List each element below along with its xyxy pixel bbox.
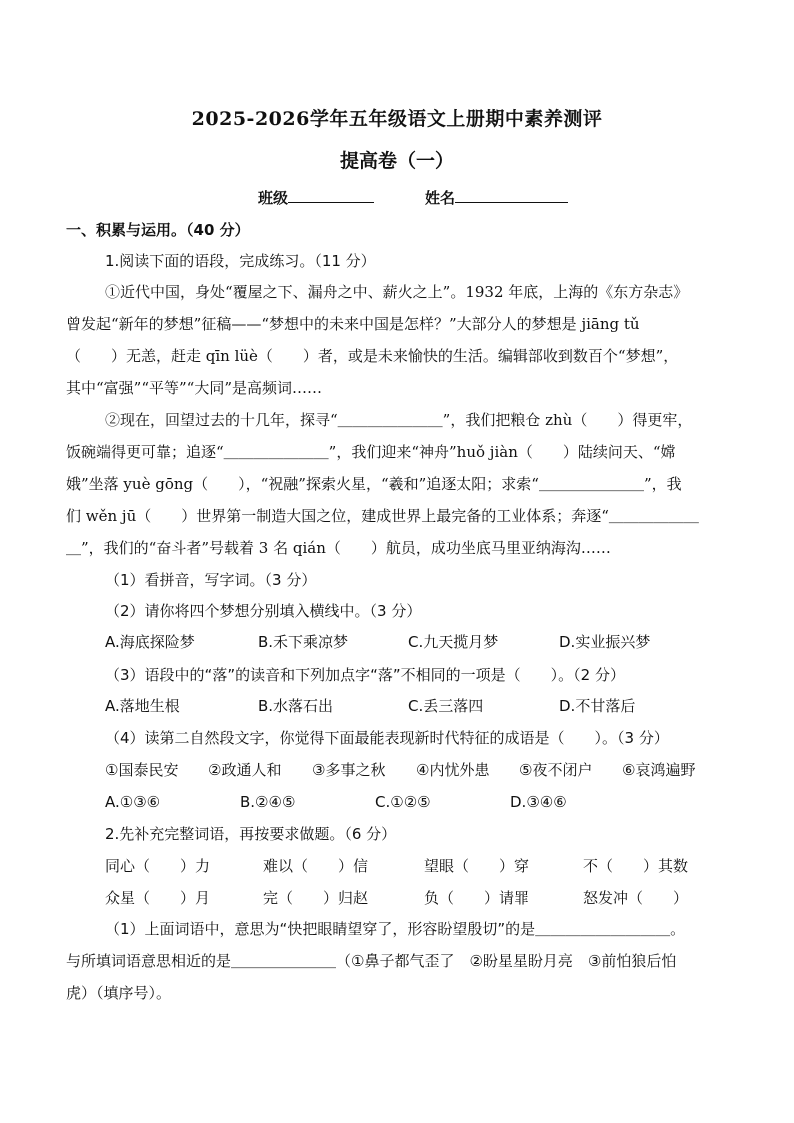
- q1-sub4-idiom-1: ①国泰民安: [105, 761, 179, 779]
- q2-word-6: 完（ ）归赵: [263, 889, 369, 907]
- class-label: 班级: [258, 189, 289, 207]
- q1-sub4-option-a[interactable]: A.①③⑥: [105, 793, 161, 811]
- q1-sub2-option-a[interactable]: A.海底探险梦: [105, 633, 195, 651]
- q1-sub4-idiom-2: ②政通人和: [208, 761, 282, 779]
- q1-sub2-option-b[interactable]: B.禾下乘凉梦: [258, 633, 349, 651]
- q1-sub3-option-b[interactable]: B.水落石出: [258, 697, 334, 715]
- q1-p2-line1: ②现在，回望过去的十几年，探寻“＿＿＿＿＿＿＿”，我们把粮仓 zhù（ ）得更牢，: [105, 411, 693, 429]
- class-field: [258, 186, 374, 208]
- q2-prompt: 2.先补充完整词语，再按要求做题。（6 分）: [105, 825, 397, 843]
- q1-sub2-option-d[interactable]: D.实业振兴梦: [559, 633, 651, 651]
- q2-sub1-line2: 与所填词语意思相近的是＿＿＿＿＿＿＿（①鼻子都气歪了 ②盼星星盼月亮 ③前怕狼后怕: [66, 952, 677, 970]
- q1-p2-line5: ＿”，我们的“奋斗者”号载着 3 名 qián（ ）航员，成功坐底马里亚纳海沟……: [66, 539, 611, 557]
- exam-title: 2025-2026学年五年级语文上册期中素养测评: [191, 108, 603, 130]
- q1-sub3-option-c[interactable]: C.丢三落四: [408, 697, 484, 715]
- q1-sub3-option-d[interactable]: D.不甘落后: [559, 697, 636, 715]
- q1-sub2: （2）请你将四个梦想分别填入横线中。（3 分）: [105, 602, 422, 620]
- q2-word-8: 怒发冲（ ）: [583, 889, 689, 907]
- q2-word-7: 负（ ）请罪: [424, 889, 530, 907]
- q1-p1-line2: 曾发起“新年的梦想”征稿——“梦想中的未来中国是怎样？”大部分人的梦想是 jiāng tǔ: [66, 315, 640, 333]
- q2-word-3: 望眼（ ）穿: [424, 857, 530, 875]
- q1-sub4-option-b[interactable]: B.②④⑤: [240, 793, 296, 811]
- name-label: 姓名: [425, 189, 456, 207]
- q1-p1-line4: 其中“富强”“平等”“大同”是高频词……: [66, 379, 323, 397]
- q1-sub4-option-d[interactable]: D.③④⑥: [510, 793, 567, 811]
- q1-p1-line3: （ ）无恙，赶走 qīn lüè（ ）者，或是未来愉快的生活。编辑部收到数百个“梦想”，: [66, 347, 679, 365]
- q1-p2-line2: 饭碗端得更可靠；追逐“＿＿＿＿＿＿＿”，我们迎来“神舟”huǒ jiàn（ ）陆续问天、“嫦: [66, 443, 676, 461]
- q2-word-5: 众星（ ）月: [105, 889, 211, 907]
- q1-sub3-option-a[interactable]: A.落地生根: [105, 697, 180, 715]
- section-heading: 一、积累与运用。（40 分）: [66, 221, 250, 239]
- q1-p1-line1: ①近代中国，身处“覆屋之下、漏舟之中、薪火之上”。1932 年底，上海的《东方杂志》: [105, 283, 689, 301]
- name-blank[interactable]: [455, 186, 568, 203]
- q1-sub4-idiom-3: ③多事之秋: [312, 761, 386, 779]
- q1-p2-line3: 娥”坐落 yuè gōng（ ），“祝融”探索火星，“羲和”追逐太阳；求索“＿＿＿＿＿＿＿”，我: [66, 475, 682, 493]
- q1-sub4-idiom-6: ⑥哀鸿遍野: [622, 761, 696, 779]
- exam-subtitle: 提高卷（一）: [339, 150, 454, 172]
- class-blank[interactable]: [288, 186, 374, 203]
- name-field: [425, 186, 568, 208]
- q1-sub1: （1）看拼音，写字词。（3 分）: [105, 571, 317, 589]
- q2-word-1: 同心（ ）力: [105, 857, 211, 875]
- q2-word-4: 不（ ）其数: [583, 857, 689, 875]
- q2-sub1-line3: 虎）（填序号）。: [66, 984, 172, 1002]
- q1-prompt: 1.阅读下面的语段，完成练习。（11 分）: [105, 252, 376, 270]
- q2-sub1-line1: （1）上面词语中，意思为“快把眼睛望穿了，形容盼望殷切”的是＿＿＿＿＿＿＿＿＿。: [105, 920, 686, 938]
- q1-sub3: （3）语段中的“落”的读音和下列加点字“落”不相同的一项是（ ）。（2 分）: [105, 666, 625, 684]
- q1-sub2-option-c[interactable]: C.九天揽月梦: [408, 633, 499, 651]
- q1-sub4: （4）读第二自然段文字，你觉得下面最能表现新时代特征的成语是（ ）。（3 分）: [105, 729, 669, 747]
- q1-p2-line4: 们 wěn jū（ ）世界第一制造大国之位，建成世界上最完备的工业体系；奔逐“＿＿＿＿＿＿: [66, 507, 699, 525]
- q1-sub4-idiom-5: ⑤夜不闭户: [519, 761, 593, 779]
- q1-sub4-option-c[interactable]: C.①②⑤: [375, 793, 431, 811]
- q1-sub4-idiom-4: ④内忧外患: [416, 761, 490, 779]
- q2-word-2: 难以（ ）信: [263, 857, 369, 875]
